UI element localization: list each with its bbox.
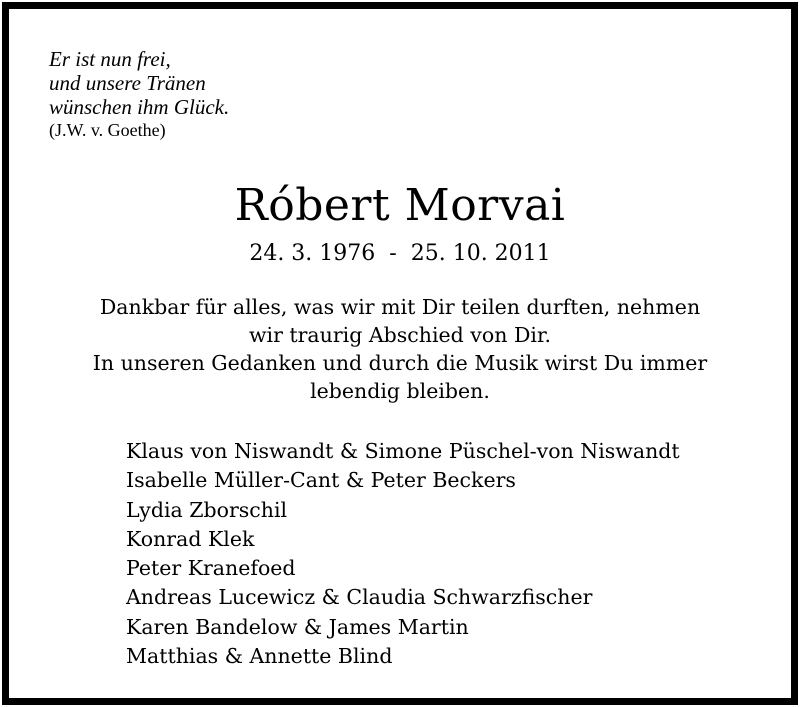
message-line: In unseren Gedanken und durch die Musik wirst Du immer — [92, 351, 708, 375]
quote-line: und unsere Tränen — [49, 71, 206, 95]
mourner-entry: Isabelle Müller-Cant & Peter Beckers — [126, 468, 516, 493]
death-date: 25. 10. 2011 — [410, 241, 551, 266]
mourners-list — [126, 437, 680, 671]
farewell-message — [39, 293, 761, 405]
goethe-quote — [49, 47, 229, 141]
mourner-entry: Konrad Klek — [126, 526, 255, 551]
message-line: Dankbar für alles, was wir mit Dir teilen durften, nehmen — [99, 295, 701, 319]
quote-line: Er ist nun frei, — [49, 47, 171, 71]
birth-date: 24. 3. 1976 — [249, 241, 376, 266]
quote-line: wünschen ihm Glück. — [49, 95, 230, 119]
mourner-entry: Andreas Lucewicz & Claudia Schwarzfischer — [126, 585, 593, 610]
mourner-entry: Matthias & Annette Blind — [126, 644, 393, 669]
obituary-frame — [2, 2, 798, 705]
mourner-entry: Peter Kranefoed — [126, 556, 296, 581]
date-separator: - — [389, 241, 397, 266]
quote-attribution: (J.W. v. Goethe) — [49, 120, 166, 140]
deceased-name: Róbert Morvai — [234, 180, 566, 231]
mourner-entry: Klaus von Niswandt & Simone Püschel-von Niswandt — [126, 439, 680, 463]
mourner-entry: Karen Bandelow & James Martin — [126, 614, 469, 639]
life-dates — [9, 240, 791, 268]
message-line: lebendig bleiben. — [310, 379, 490, 403]
mourner-entry: Lydia Zborschil — [126, 497, 288, 522]
message-line: wir traurig Abschied von Dir. — [248, 323, 552, 347]
